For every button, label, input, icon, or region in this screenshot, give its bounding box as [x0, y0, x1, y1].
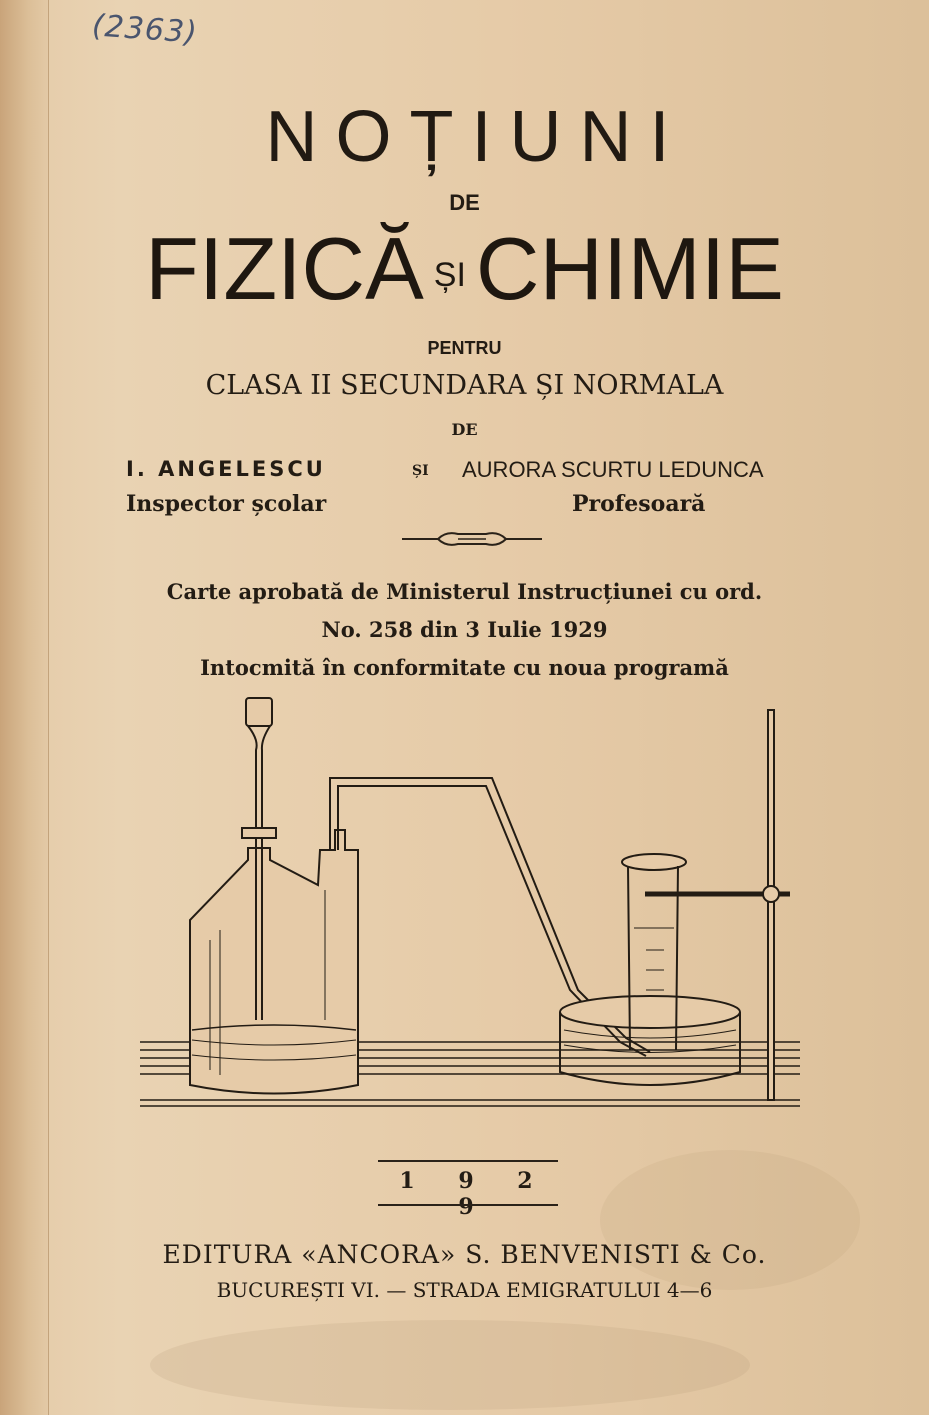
- approval-line-1: Carte aprobată de Ministerul Instrucțiunei cu ord.: [166, 579, 763, 604]
- subtitle-clasa: CLASA II SECUNDARA ȘI NORMALA: [205, 370, 724, 401]
- wolff-bottle: [190, 830, 358, 1094]
- title-chimie: CHIMIE: [475, 219, 784, 318]
- laboratory-apparatus-illustration: [130, 690, 810, 1120]
- approval-block: [0, 573, 929, 687]
- paper-stain: [600, 1150, 860, 1290]
- title-si: ȘI: [433, 256, 466, 295]
- publication-year: 1 9 2 9: [399, 1168, 551, 1220]
- paper-stain: [150, 1320, 750, 1410]
- authors-si: ȘI: [412, 463, 429, 479]
- publisher-address: BUCUREȘTI VI. — STRADA EMIGRATULUI 4—6: [216, 1278, 713, 1302]
- approval-line-3: Intocmită în conformitate cu noua programă: [200, 655, 729, 680]
- title-notiuni: NOȚIUNI: [265, 97, 688, 177]
- title-fizica: FIZICĂ: [145, 219, 424, 318]
- author2-role: Profesoară: [572, 491, 706, 517]
- author1-role: Inspector școlar: [126, 491, 327, 517]
- author1-name: I. ANGELESCU: [126, 457, 326, 481]
- handwritten-catalog-number: (2363): [90, 8, 199, 51]
- approval-line-2: No. 258 din 3 Iulie 1929: [321, 617, 608, 642]
- publisher-line: EDITURA «ANCORA» S. BENVENISTI & Co.: [162, 1240, 767, 1269]
- author2-name: AURORA SCURTU LEDUNCA: [462, 457, 764, 482]
- year-rule-bottom: [378, 1204, 558, 1206]
- main-title: [0, 218, 929, 320]
- pneumatic-trough: [560, 996, 740, 1085]
- subtitle-pentru: PENTRU: [427, 338, 502, 358]
- ornament-divider: [402, 528, 542, 550]
- year-rule-top: [378, 1160, 558, 1162]
- authors-de: DE: [451, 420, 478, 439]
- title-de: DE: [449, 190, 480, 215]
